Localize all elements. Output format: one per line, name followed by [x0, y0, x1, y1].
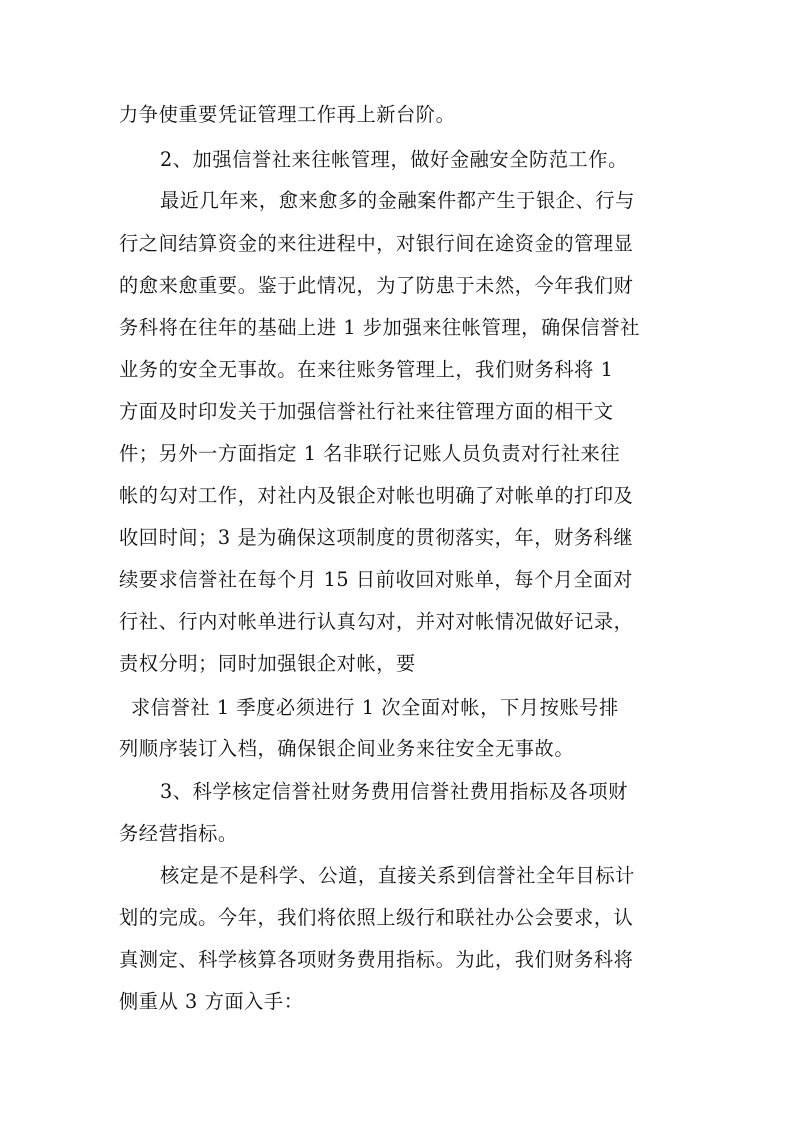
- paragraph-line: [0, 266, 794, 306]
- line-text: 划的完成。今年，我们将依照上级行和联社办公会要求，认: [119, 906, 634, 929]
- line-text: 核定是不是科学、公道，直接关系到信誉社全年目标计: [160, 864, 635, 887]
- paragraph-line: [0, 392, 794, 432]
- line-text: 行社、行内对帐单进行认真勾对，并对对帐情况做好记录，: [119, 610, 634, 633]
- heading-line: [0, 772, 794, 812]
- line-text: 责权分明；同时加强银企对帐，要: [119, 652, 416, 675]
- paragraph-line: [0, 181, 794, 221]
- line-text: 真测定、科学核算各项财务费用指标。为此，我们财务科将: [119, 948, 634, 971]
- paragraph-line: [0, 308, 794, 348]
- line-text: 续要求信誉社在每个月 15 日前收回对账单，每个月全面对: [119, 568, 633, 591]
- paragraph-line: [0, 518, 794, 558]
- line-text: 务科将在往年的基础上进 1 步加强来往帐管理，确保信誉社: [119, 316, 640, 339]
- line-text: 的愈来愈重要。鉴于此情况，为了防患于未然，今年我们财: [119, 274, 634, 297]
- paragraph-line: [0, 898, 794, 938]
- line-text: 列顺序装订入档，确保银企间业务来往安全无事故。: [119, 737, 575, 760]
- paragraph-line: [0, 940, 794, 980]
- line-text: 方面及时印发关于加强信誉社行社来往管理方面的相干文: [119, 400, 614, 423]
- line-text: 帐的勾对工作，对社内及银企对帐也明确了对帐单的打印及: [119, 484, 634, 507]
- paragraph-line: [0, 602, 794, 642]
- paragraph-line: [0, 982, 794, 1022]
- line-text: 求信誉社 1 季度必须进行 1 次全面对帐，下月按账号排: [131, 696, 619, 719]
- paragraph-line: [0, 224, 794, 264]
- line-text: 2、加强信誉社来往帐管理，做好金融安全防范工作。: [160, 148, 628, 171]
- paragraph-line: [0, 350, 794, 390]
- paragraph-line: [0, 856, 794, 896]
- line-text: 件；另外一方面指定 1 名非联行记账人员负责对行社来往: [119, 442, 621, 465]
- paragraph-line: [0, 814, 794, 854]
- paragraph-line: [0, 560, 794, 600]
- line-text: 最近几年来，愈来愈多的金融案件都产生于银企、行与: [160, 189, 635, 212]
- paragraph-line: [0, 644, 794, 684]
- paragraph-line: [0, 729, 794, 769]
- paragraph-line: [0, 688, 794, 728]
- line-text: 侧重从 3 方面入手：: [119, 990, 304, 1013]
- line-text: 力争使重要凭证管理工作再上新台阶。: [119, 103, 456, 126]
- paragraph-line: [0, 476, 794, 516]
- line-text: 收回时间；3 是为确保这项制度的贯彻落实，年，财务科继: [119, 526, 634, 549]
- line-text: 3、科学核定信誉社财务费用信誉社费用指标及各项财: [160, 780, 628, 803]
- line-text: 业务的安全无事故。在来往账务管理上，我们财务科将 1: [119, 358, 614, 381]
- paragraph-line: [0, 95, 794, 135]
- paragraph-line: [0, 434, 794, 474]
- line-text: 行之间结算资金的来往进程中，对银行间在途资金的管理显: [119, 232, 634, 255]
- line-text: 务经营指标。: [119, 822, 238, 845]
- heading-line: [0, 140, 794, 180]
